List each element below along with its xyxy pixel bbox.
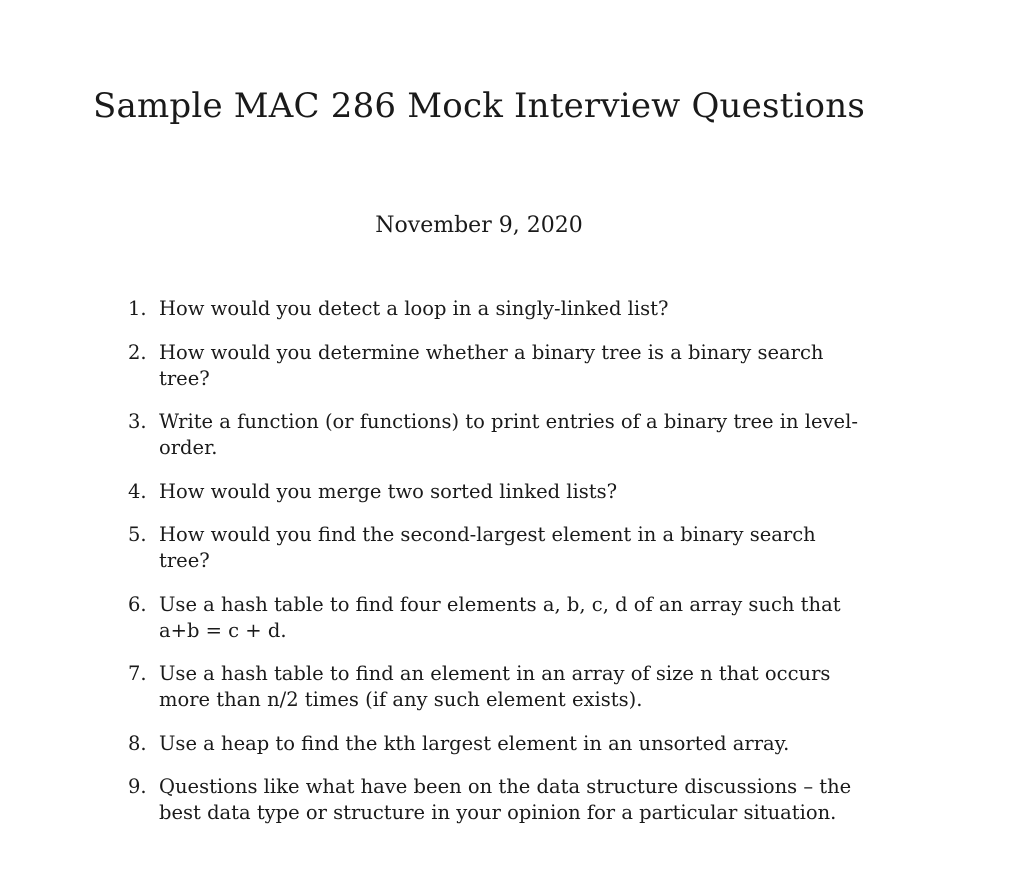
question-item — [128, 592, 868, 644]
question-number: 9. — [128, 775, 147, 798]
question-text: Use a hash table to find four elements a, b, c, d of an array such that a+b = c + d. — [159, 592, 841, 642]
question-text: Write a function (or functions) to print entries of a binary tree in level-order. — [159, 410, 858, 459]
question-number: 2. — [128, 340, 147, 364]
question-item — [128, 731, 868, 757]
question-number: 7. — [128, 662, 147, 685]
question-item — [128, 774, 868, 826]
question-number: 1. — [128, 297, 147, 320]
question-item — [128, 522, 868, 574]
question-number: 5. — [128, 523, 147, 546]
questions-list — [128, 296, 868, 844]
question-number: 3. — [128, 410, 147, 433]
document-title: Sample MAC 286 Mock Interview Questions — [93, 86, 865, 126]
question-text: Questions like what have been on the data structure discussions – the best data type or structure in your opinion for a particular situation. — [159, 775, 852, 824]
question-item — [128, 409, 868, 461]
question-item — [128, 340, 868, 392]
question-text: Use a heap to find the kth largest element in an unsorted array. — [159, 731, 790, 755]
question-text: How would you determine whether a binary tree is a binary search tree? — [159, 340, 824, 390]
question-item — [128, 479, 868, 505]
question-number: 4. — [128, 479, 147, 503]
question-number: 8. — [128, 731, 147, 755]
question-text: How would you find the second-largest element in a binary search tree? — [159, 523, 816, 572]
question-item — [128, 661, 868, 713]
question-text: Use a hash table to find an element in an array of size n that occurs more than n/2 times (if any such element exists). — [159, 662, 831, 711]
question-text: How would you detect a loop in a singly-linked list? — [159, 297, 669, 320]
question-text: How would you merge two sorted linked lists? — [159, 479, 618, 503]
question-number: 6. — [128, 592, 147, 616]
document-date: November 9, 2020 — [375, 213, 583, 238]
question-item — [128, 296, 868, 322]
